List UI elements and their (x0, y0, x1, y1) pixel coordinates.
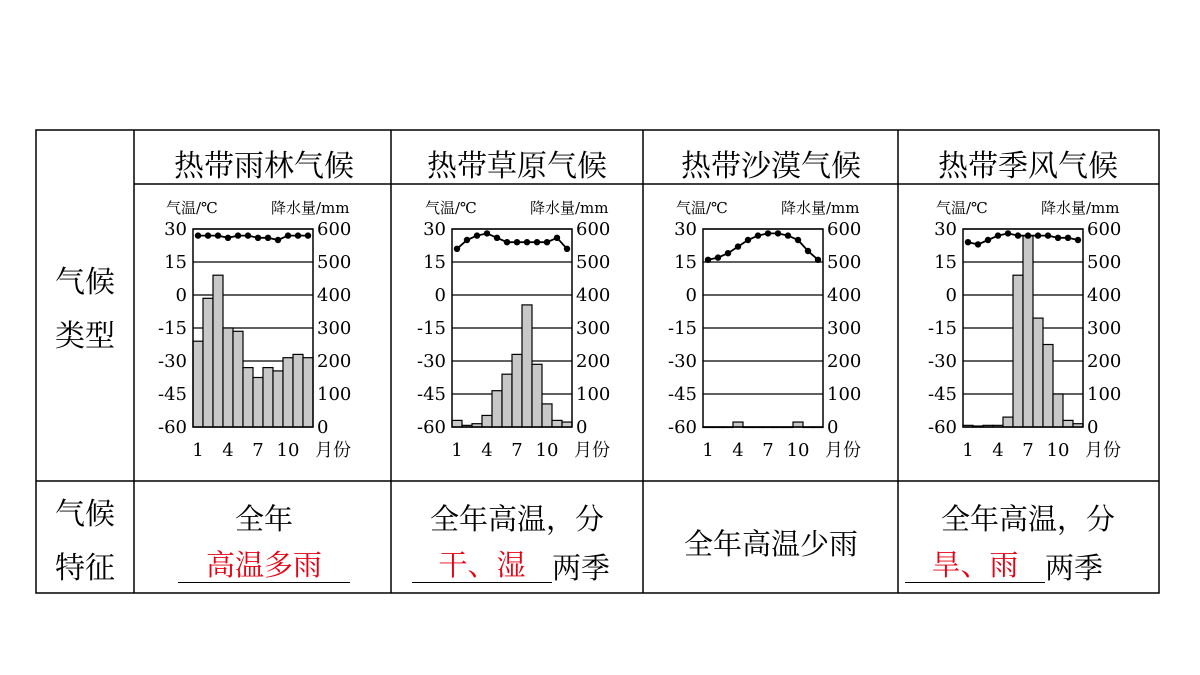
column-title-savanna: 热带草原气候 (427, 149, 607, 184)
temperature-point (965, 239, 971, 245)
answer-underline (905, 582, 1045, 583)
precip-axis-label: 降水量/mm (530, 199, 609, 217)
precip-tick-label: 200 (827, 351, 862, 372)
temp-tick-label: -15 (158, 318, 187, 339)
month-tick-label: 7 (252, 440, 264, 461)
precip-bar (1003, 417, 1013, 427)
temp-tick-label: -60 (668, 417, 697, 438)
column-title-desert: 热带沙漠气候 (681, 149, 861, 184)
temp-tick-label: 0 (175, 285, 187, 306)
feature-monsoon-suffix: 两季 (1045, 551, 1104, 585)
temp-tick-label: 15 (423, 252, 446, 273)
feature-rainforest-line1: 全年 (234, 502, 293, 536)
precip-tick-label: 500 (1087, 252, 1122, 273)
month-tick-label: 1 (451, 440, 463, 461)
precip-tick-label: 600 (1087, 219, 1122, 240)
temperature-point (1065, 235, 1071, 241)
temp-tick-label: -30 (668, 351, 697, 372)
temperature-point (1025, 232, 1031, 238)
temperature-point (1015, 232, 1021, 238)
precip-tick-label: 300 (576, 318, 611, 339)
temp-tick-label: -45 (928, 384, 957, 405)
temperature-point (1035, 232, 1041, 238)
column-title-rainforest: 热带雨林气候 (174, 149, 354, 184)
feature-monsoon-answer: 旱、雨 (931, 548, 1019, 582)
month-tick-label: 4 (732, 440, 744, 461)
temperature-point (985, 237, 991, 243)
temp-tick-label: -30 (417, 351, 446, 372)
precip-tick-label: 0 (317, 417, 329, 438)
precip-tick-label: 600 (317, 219, 352, 240)
temp-tick-label: -60 (928, 417, 957, 438)
column-title-monsoon: 热带季风气候 (938, 149, 1118, 184)
month-tick-label: 10 (1046, 440, 1070, 461)
temp-axis-label: 气温/℃ (425, 199, 477, 217)
feature-savanna-line1: 全年高温，分 (429, 502, 604, 536)
precip-tick-label: 100 (1087, 384, 1122, 405)
temperature-point (1075, 237, 1081, 243)
precip-tick-label: 400 (1087, 285, 1122, 306)
precip-tick-label: 300 (317, 318, 352, 339)
temp-tick-label: 0 (685, 285, 697, 306)
temp-tick-label: -30 (928, 351, 957, 372)
month-tick-label: 4 (481, 440, 493, 461)
month-tick-label: 4 (222, 440, 234, 461)
feature-rainforest-answer: 高温多雨 (205, 548, 322, 582)
precip-bar (1023, 236, 1033, 427)
temp-tick-label: -15 (928, 318, 957, 339)
temp-tick-label: -60 (417, 417, 446, 438)
precip-tick-label: 100 (576, 384, 611, 405)
precip-tick-label: 600 (827, 219, 862, 240)
temp-tick-label: -15 (417, 318, 446, 339)
temp-tick-label: 30 (934, 219, 957, 240)
row-label-line: 特征 (55, 551, 115, 586)
precip-tick-label: 200 (1087, 351, 1122, 372)
month-tick-label: 7 (1022, 440, 1034, 461)
answer-underline (178, 582, 350, 583)
temp-tick-label: -15 (668, 318, 697, 339)
month-tick-label: 4 (992, 440, 1004, 461)
feature-savanna-answer: 干、湿 (438, 548, 526, 582)
precip-axis-label: 降水量/mm (781, 199, 860, 217)
month-tick-label: 1 (192, 440, 204, 461)
temp-axis-label: 气温/℃ (166, 199, 218, 217)
precip-axis-label: 降水量/mm (1041, 199, 1120, 217)
feature-monsoon-line1: 全年高温，分 (940, 502, 1115, 536)
month-tick-label: 7 (762, 440, 774, 461)
month-tick-label: 1 (702, 440, 714, 461)
temp-tick-label: 30 (423, 219, 446, 240)
month-tick-label: 10 (276, 440, 300, 461)
precip-tick-label: 400 (827, 285, 862, 306)
temp-tick-label: -30 (158, 351, 187, 372)
row-label-line: 气候 (55, 497, 115, 532)
precip-tick-label: 0 (1087, 417, 1099, 438)
precip-bar (1033, 318, 1043, 427)
precip-bar (1013, 275, 1023, 427)
precip-bar (1063, 420, 1073, 427)
temp-tick-label: 0 (945, 285, 957, 306)
row-label-line: 气候 (55, 265, 115, 300)
month-tick-label: 10 (535, 440, 559, 461)
answer-underline (412, 582, 552, 583)
temp-tick-label: 15 (934, 252, 957, 273)
precip-tick-label: 400 (317, 285, 352, 306)
precip-tick-label: 300 (827, 318, 862, 339)
month-axis-label: 月份 (315, 440, 351, 461)
temperature-point (995, 232, 1001, 238)
row-label-line: 类型 (55, 319, 115, 354)
precip-tick-label: 600 (576, 219, 611, 240)
temp-tick-label: 30 (164, 219, 187, 240)
precip-tick-label: 300 (1087, 318, 1122, 339)
precip-tick-label: 0 (576, 417, 588, 438)
feature-savanna-suffix: 两季 (552, 551, 611, 585)
temperature-point (1045, 232, 1051, 238)
temp-axis-label: 气温/℃ (676, 199, 728, 217)
month-axis-label: 月份 (1085, 440, 1121, 461)
temp-tick-label: 15 (674, 252, 697, 273)
temperature-point (1005, 230, 1011, 236)
month-tick-label: 7 (511, 440, 523, 461)
precip-bar (1053, 394, 1063, 427)
month-axis-label: 月份 (825, 440, 861, 461)
temp-tick-label: -60 (158, 417, 187, 438)
precip-tick-label: 100 (827, 384, 862, 405)
temperature-point (1055, 235, 1061, 241)
temp-axis-label: 气温/℃ (936, 199, 988, 217)
temperature-point (975, 241, 981, 247)
temp-tick-label: -45 (668, 384, 697, 405)
month-axis-label: 月份 (574, 440, 610, 461)
precip-tick-label: 200 (576, 351, 611, 372)
feature-desert-text: 全年高温少雨 (683, 527, 858, 561)
precip-bar (1043, 345, 1053, 428)
month-tick-label: 1 (962, 440, 974, 461)
temp-tick-label: 30 (674, 219, 697, 240)
precip-tick-label: 200 (317, 351, 352, 372)
precip-tick-label: 500 (827, 252, 862, 273)
temp-tick-label: -45 (158, 384, 187, 405)
temp-tick-label: 15 (164, 252, 187, 273)
month-tick-label: 10 (786, 440, 810, 461)
precip-tick-label: 0 (827, 417, 839, 438)
precip-axis-label: 降水量/mm (271, 199, 350, 217)
precip-tick-label: 500 (576, 252, 611, 273)
precip-tick-label: 500 (317, 252, 352, 273)
precip-tick-label: 100 (317, 384, 352, 405)
precip-tick-label: 400 (576, 285, 611, 306)
temp-tick-label: -45 (417, 384, 446, 405)
temp-tick-label: 0 (434, 285, 446, 306)
